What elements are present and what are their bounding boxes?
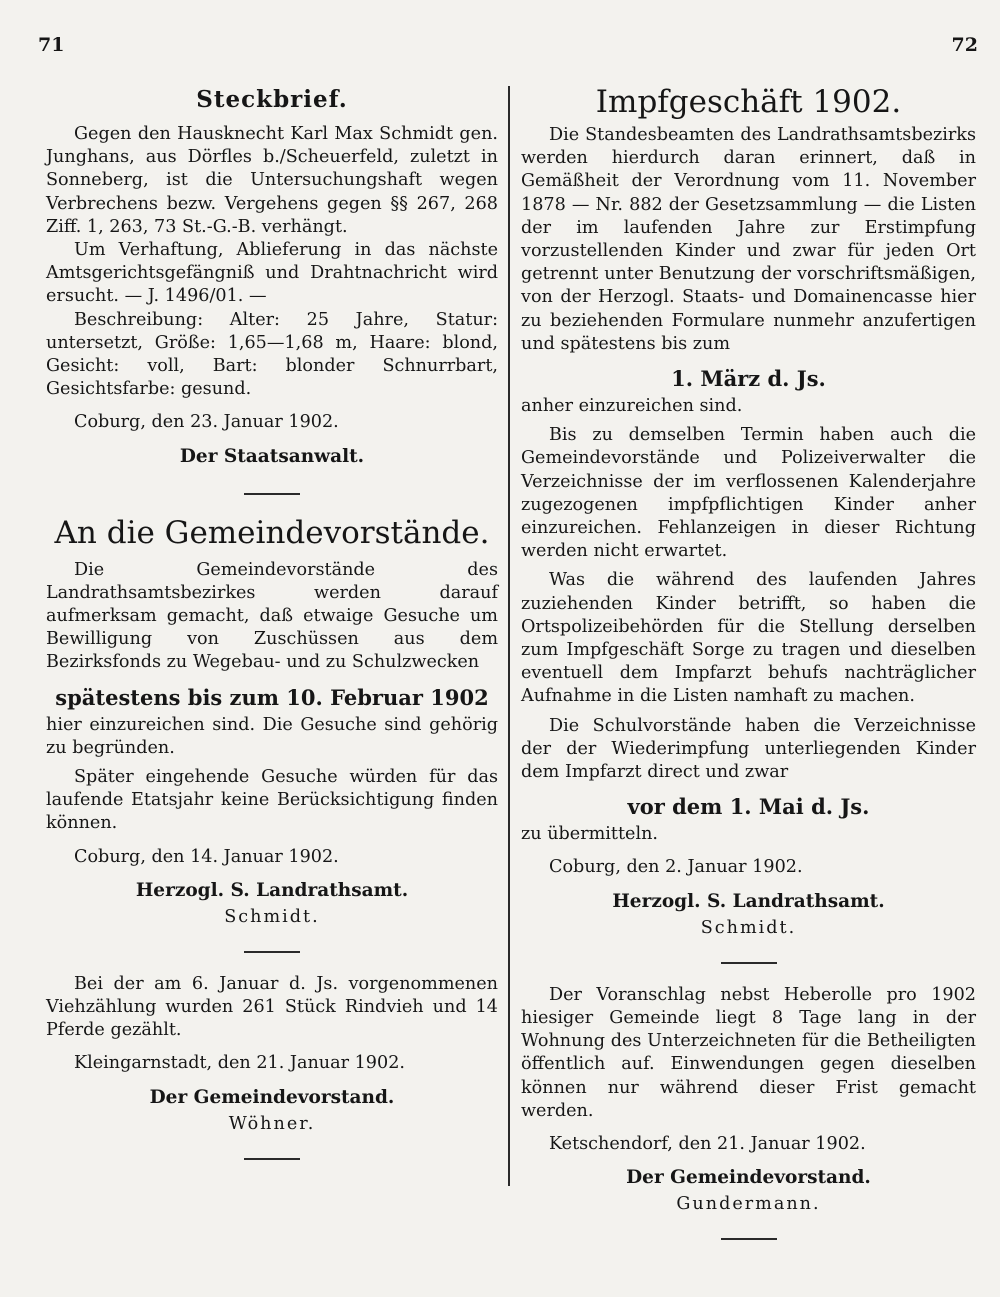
viehzaehlung-signature-name: Wöhner.	[228, 1113, 316, 1134]
viehzaehlung-paragraph: Bei der am 6. Januar d. Js. vorgenommenen Viehzählung wurden 261 Stück Rindvieh und 14 Pferde gezählt.	[46, 973, 498, 1041]
impfgeschaeft-date-2: vor dem 1. Mai d. Js.	[627, 794, 870, 820]
impfgeschaeft-paragraph-3: Was die während des laufenden Jahres zuziehenden Kinder betrifft, so haben die Ortspolizeibehörden für die Stellung derselben zum Impfgeschäft Sorge zu tragen und dieselben eventuell dem Impfarzt behufs nachträglicher Aufnahme in die Listen namhaft zu machen.	[521, 570, 976, 707]
left-column	[46, 80, 498, 1180]
impfgeschaeft-signature-office: Herzogl. S. Landrathsamt.	[612, 890, 885, 912]
steckbrief-paragraph-1: Gegen den Hausknecht Karl Max Schmidt gen. Junghans, aus Dörfles b./Scheuerfeld, zuletzt in Sonneberg, ist die Untersuchungshaft wegen Verbrechens bezw. Vergehens gegen §§ 267, 268 Ziff. 1, 263, 73 St.-G.-B. verhängt.	[46, 124, 498, 237]
page-number-left: 71	[38, 34, 65, 56]
steckbrief-description: Beschreibung: Alter: 25 Jahre, Statur: untersetzt, Größe: 1,65—1,68 m, Haare: blond, Gesicht: voll, Bart: blonder Schnurrbart, Gesichtsfarbe: gesund.	[46, 309, 498, 400]
gemeinde-place-date: Coburg, den 14. Januar 1902.	[74, 846, 339, 867]
page-number-right: 72	[951, 34, 978, 56]
voranschlag-signature-name: Gundermann.	[676, 1194, 821, 1215]
column-divider	[508, 86, 510, 1186]
impfgeschaeft-title: Impfgeschäft 1902.	[595, 84, 902, 120]
separator	[244, 951, 300, 953]
gemeinde-title: An die Gemeindevorstände.	[54, 514, 490, 551]
impfgeschaeft-place-date: Coburg, den 2. Januar 1902.	[549, 857, 803, 878]
gemeinde-signature-office: Herzogl. S. Landrathsamt.	[135, 879, 409, 901]
steckbrief-signature: Der Staatsanwalt.	[179, 445, 365, 467]
impfgeschaeft-paragraph-4: Die Schulvorstände haben die Verzeichnisse der der Wiederimpfung unterliegenden Kinder dem Impfarzt direct und zwar	[521, 715, 976, 783]
gemeinde-deadline: spätestens bis zum 10. Februar 1902	[55, 684, 489, 710]
separator	[721, 962, 777, 964]
separator	[244, 493, 300, 495]
viehzaehlung-signature-office: Der Gemeindevorstand.	[149, 1086, 395, 1108]
gemeinde-paragraph-1: Die Gemeindevorstände des Landrathsamtsbezirkes werden darauf aufmerksam gemacht, daß etwaige Gesuche um Bewilligung von Zuschüssen aus dem Bezirksfonds zu Wegebau- und zu Schulzwecken	[46, 559, 498, 673]
voranschlag-paragraph: Der Voranschlag nebst Heberolle pro 1902 hiesiger Gemeinde liegt 8 Tage lang in der Wohnung des Unterzeichneten für die Betheiligten öffentlich auf. Einwendungen gegen dieselben können nur während dieser Frist gemacht werden.	[521, 984, 976, 1121]
impfgeschaeft-signature-name: Schmidt.	[700, 917, 797, 938]
gemeinde-signature-name: Schmidt.	[224, 906, 320, 927]
viehzaehlung-place-date: Kleingarnstadt, den 21. Januar 1902.	[74, 1053, 405, 1074]
right-column	[521, 80, 976, 1260]
voranschlag-place-date: Ketschendorf, den 21. Januar 1902.	[549, 1133, 866, 1154]
voranschlag-signature-office: Der Gemeindevorstand.	[626, 1167, 871, 1189]
separator	[721, 1238, 777, 1240]
gemeinde-paragraph-3: Später eingehende Gesuche würden für das laufende Etatsjahr keine Berücksichtigung finden können.	[46, 767, 498, 834]
steckbrief-paragraph-2: Um Verhaftung, Ablieferung in das nächste Amtsgerichtsgefängniß und Drahtnachricht wird ersucht. — J. 1496/01. —	[46, 240, 498, 307]
separator	[244, 1158, 300, 1160]
steckbrief-title: Steckbrief.	[196, 86, 348, 113]
impfgeschaeft-paragraph-1b: anher einzureichen sind.	[521, 396, 743, 417]
impfgeschaeft-date-1: 1. März d. Js.	[671, 366, 826, 392]
impfgeschaeft-paragraph-4b: zu übermitteln.	[521, 824, 659, 845]
impfgeschaeft-paragraph-1: Die Standesbeamten des Landrathsamtsbezirks werden hierdurch daran erinnert, daß in Gemäßheit der Verordnung vom 11. November 1878 — Nr. 882 der Gesetzsammlung — die Listen der im laufenden Jahre zur Erstimpfung vorzustellenden Kinder und zwar für jeden Ort getrennt unter Benutzung der vorschriftsmäßigen, von der Herzogl. Staats- und Domainencasse hier zu beziehenden Formulare nunmehr anzufertigen und spätestens bis zum	[521, 125, 976, 354]
gemeinde-paragraph-2: hier einzureichen sind. Die Gesuche sind gehörig zu begründen.	[46, 714, 498, 758]
steckbrief-place-date: Coburg, den 23. Januar 1902.	[74, 412, 339, 433]
impfgeschaeft-paragraph-2: Bis zu demselben Termin haben auch die Gemeindevorstände und Polizeiverwalter die Verzeichnisse der im verflossenen Kalenderjahre zugezogenen impfpflichtigen Kinder anher einzureichen. Fehlanzeigen in dieser Richtung werden nicht erwartet.	[521, 425, 976, 562]
